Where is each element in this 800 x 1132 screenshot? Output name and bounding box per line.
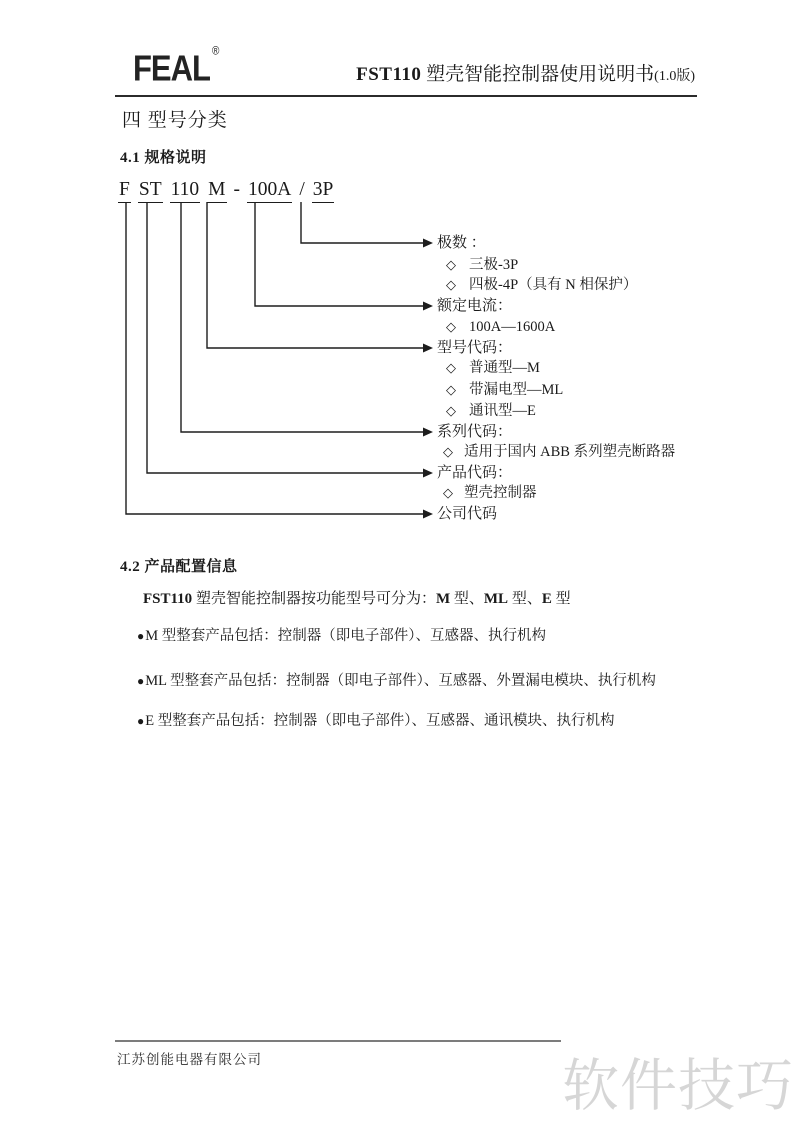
model-breakdown-diagram-lines <box>0 0 800 560</box>
bullet-icon: ● <box>137 629 145 643</box>
branch-label-type-code: 型号代码： <box>437 340 513 356</box>
model-seg-company: F <box>118 179 131 203</box>
model-seg-product: ST <box>138 179 163 203</box>
config-intro-model: FST110 <box>143 591 193 607</box>
branch-item-text: 适用于国内 ABB 系列塑壳断路器 <box>464 444 676 460</box>
branch-item <box>446 380 563 400</box>
bullet-icon: ● <box>137 714 145 728</box>
config-bullet-e <box>137 709 614 730</box>
type-code-m: M <box>435 591 451 607</box>
model-sep-slash: / <box>299 179 305 200</box>
diamond-icon: ◇ <box>446 382 456 397</box>
bullet-icon: ● <box>137 674 145 688</box>
branch-item-text: 普通型—M <box>469 360 540 376</box>
branch-item-text: 塑壳控制器 <box>464 485 537 501</box>
branch-label-poles: 极数 ： <box>437 235 486 251</box>
branch-item-text: 通讯型—E <box>469 403 536 419</box>
diamond-icon: ◇ <box>446 277 456 292</box>
diamond-icon: ◇ <box>446 319 456 334</box>
branch-item <box>443 442 675 462</box>
model-sep-dash: - <box>233 179 240 200</box>
watermark-text: 软件技巧 <box>562 1054 794 1118</box>
footer-divider <box>115 1040 561 1042</box>
arrowhead-icons <box>423 239 433 519</box>
subsection-4-1-heading: 4.1 规格说明 <box>120 150 207 166</box>
model-seg-poles: 3P <box>312 179 335 203</box>
config-intro-text: 塑壳智能控制器按功能型号可分为： <box>192 591 436 607</box>
diamond-icon: ◇ <box>443 444 453 459</box>
brand-logo-text: FEAL <box>133 47 210 89</box>
document-title-model: FST110 <box>356 64 422 85</box>
registered-trademark-icon: ® <box>211 45 220 59</box>
diamond-icon: ◇ <box>446 403 456 418</box>
type-code-e: E <box>541 591 552 607</box>
config-bullet-ml <box>137 669 656 690</box>
branch-label-rated-current: 额定电流： <box>437 298 513 314</box>
diamond-icon: ◇ <box>443 485 453 500</box>
branch-item-text: 带漏电型—ML <box>469 382 564 398</box>
branch-item <box>446 401 536 421</box>
model-seg-type: M <box>207 179 226 203</box>
branch-label-series-code: 系列代码： <box>437 424 513 440</box>
config-bullet-text: ML 型整套产品包括：控制器（即电子部件）、互感器、外置漏电模块、执行机构 <box>145 673 656 689</box>
config-bullet-text: M 型整套产品包括：控制器（即电子部件）、互感器、执行机构 <box>145 628 547 644</box>
diamond-icon: ◇ <box>446 257 456 272</box>
model-seg-current: 100A <box>247 179 292 203</box>
type-suffix: 型、 <box>450 591 484 607</box>
config-bullet-text: E 型整套产品包括：控制器（即电子部件）、互感器、通讯模块、执行机构 <box>145 713 615 729</box>
branch-item-text: 四极-4P（具有 N 相保护） <box>469 277 638 293</box>
diamond-icon: ◇ <box>446 360 456 375</box>
config-intro-line <box>143 587 571 608</box>
type-code-ml: ML <box>483 591 509 607</box>
config-bullet-m <box>137 624 546 645</box>
type-suffix: 型、 <box>508 591 542 607</box>
document-title-version: (1.0版) <box>654 69 695 84</box>
section-heading: 四 型号分类 <box>122 110 228 131</box>
type-suffix: 型 <box>551 591 571 607</box>
subsection-4-2-heading: 4.2 产品配置信息 <box>120 559 238 575</box>
branch-label-product-code: 产品代码： <box>437 465 513 481</box>
branch-item <box>446 317 555 337</box>
branch-item-text: 100A—1600A <box>469 319 556 335</box>
model-seg-series: 110 <box>170 179 201 203</box>
footer-company-name: 江苏创能电器有限公司 <box>117 1052 262 1067</box>
branch-label-company-code: 公司代码 <box>437 506 498 522</box>
branch-item <box>446 255 518 275</box>
branch-item <box>446 358 540 378</box>
branch-item <box>443 483 537 503</box>
branch-item <box>446 275 637 295</box>
document-title-text: 塑壳智能控制器使用说明书 <box>426 64 655 85</box>
branch-item-text: 三极-3P <box>469 257 519 273</box>
